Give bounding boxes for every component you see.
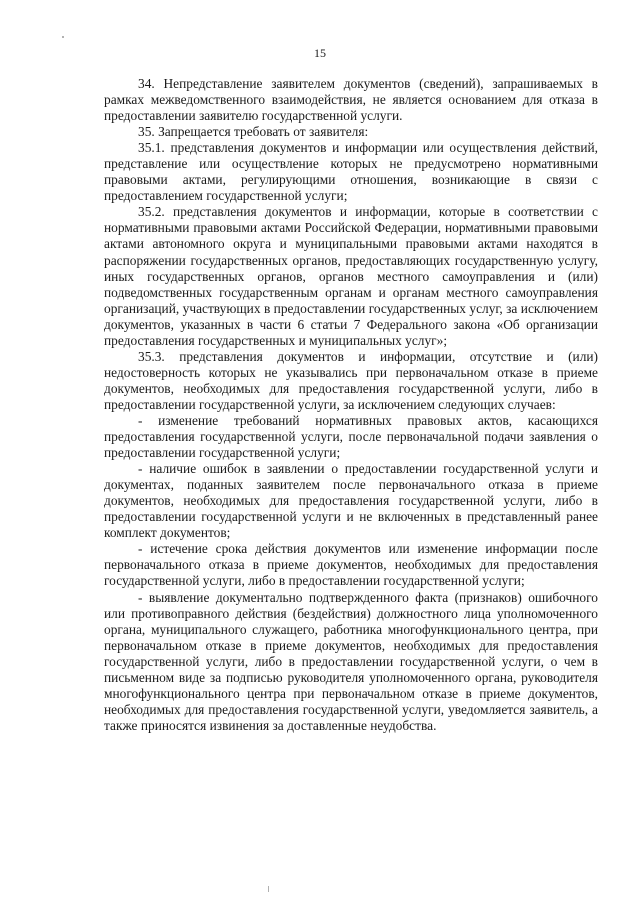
paragraph-35-2: 35.2. представления документов и информации, которые в соответствии с нормативными правовыми актами Российской Федерации, нормативными правовыми актами автономного округа и муниципальными правовыми актами находятся в распоряжении государственных органов, предоставляющих государственную услугу, иных государственных органов, органов местного самоуправления и (или) подведомственных государственным органам и органам местного самоуправления организаций, участвующих в предоставлении государственных услуг, за исключением документов, указанных в части 6 статьи 7 Федерального закона «Об организации предоставления государственных и муниципальных услуг»; bbox=[104, 204, 598, 348]
paragraph-35: 35. Запрещается требовать от заявителя: bbox=[138, 124, 369, 140]
paragraph-35-3: 35.3. представления документов и информации, отсутствие и (или) недостоверность которых не указывались при первоначальном отказе в приеме документов, необходимых для предоставления государственной услуги, либо в предоставлении государственной услуги, за исключением следующих случаев: bbox=[104, 348, 598, 412]
list-item-official-misconduct: - выявление документально подтвержденного факта (признаков) ошибочного или противоправного действия (бездействия) должностного лица уполномоченного органа, муниципального служащего, работника многофункционального центра, при первоначальном отказе в приеме документов, необходимых для предоставления государственной услуги, либо в предоставлении государственной услуги, о чем в письменном виде за подписью руководителя уполномоченного органа, руководителя многофункционального центра при первоначальном отказе в приеме документов, необходимых для предоставления государственной услуги, уведомляется заявитель, а также приносятся извинения за доставленные неудобства. bbox=[104, 589, 598, 733]
list-item-document-expiry: - истечение срока действия документов или изменение информации после первоначального отказа в приеме документов, необходимых для предоставления государственной услуги, либо в предоставлении государственной услуги; bbox=[104, 541, 598, 589]
paragraph-34: 34. Непредставление заявителем документов (сведений), запрашиваемых в рамках межведомственного взаимодействия, не является основанием для отказа в предоставлении заявителю государственной услуги. bbox=[104, 76, 598, 124]
scan-mark bbox=[268, 886, 269, 892]
paragraph-35-1: 35.1. представления документов и информации или осуществления действий, представление или осуществление которых не предусмотрено нормативными правовыми актами, регулирующими отношения, возникающие в связи с предоставлением государственной услуги; bbox=[104, 140, 598, 204]
document-body bbox=[104, 76, 598, 734]
list-item-application-errors: - наличие ошибок в заявлении о предоставлении государственной услуги и документах, поданных заявителем после первоначального отказа в приеме документов, необходимых для предоставления государственной услуги, либо в предоставлении государственной услуги и не включенных в представленный ранее комплект документов; bbox=[104, 461, 598, 541]
page-number: 15 bbox=[314, 46, 326, 60]
list-item-requirement-changes: - изменение требований нормативных правовых актов, касающихся предоставления государственной услуги, после первоначальной подачи заявления о предоставлении государственной услуги; bbox=[104, 412, 598, 461]
scan-speck bbox=[62, 36, 64, 38]
